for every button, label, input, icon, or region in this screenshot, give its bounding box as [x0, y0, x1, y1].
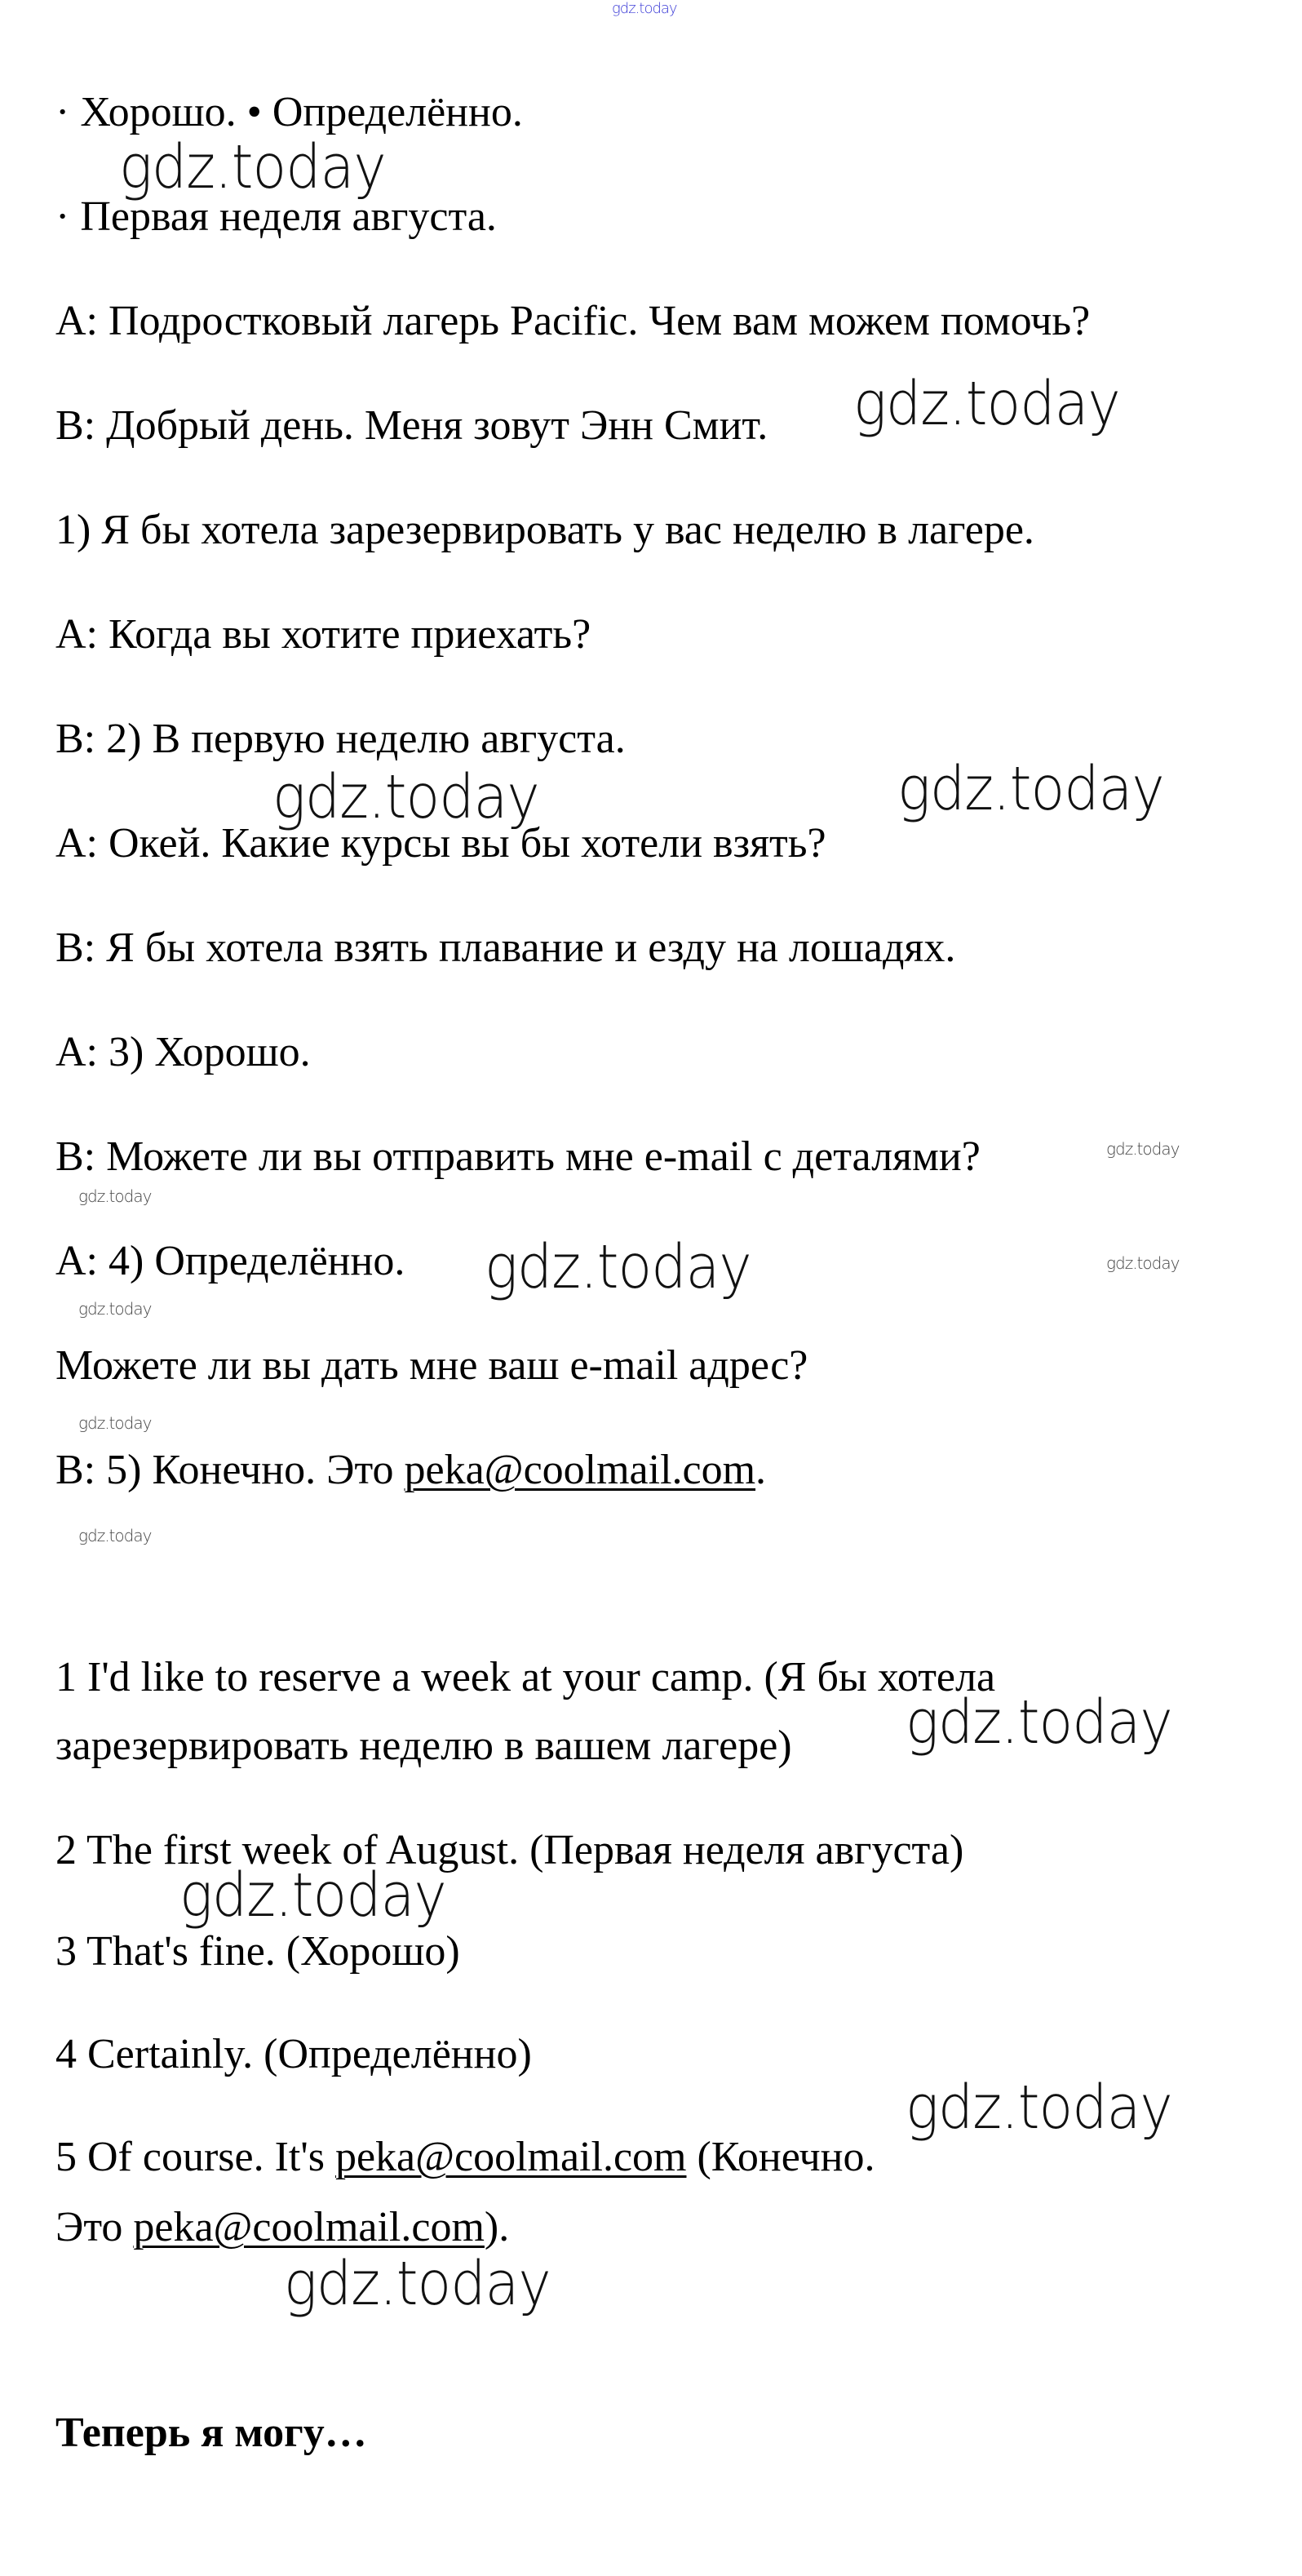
text-line: A: Окей. Какие курсы вы бы хотели взять?	[55, 820, 826, 867]
text: (Конечно.	[686, 2134, 875, 2180]
watermark: gdz.today	[897, 754, 1164, 824]
text-line: B: Можете ли вы отправить мне e-mail с деталями?	[55, 1133, 981, 1180]
watermark: gdz.today	[78, 1186, 152, 1206]
watermark: gdz.today	[78, 1299, 152, 1319]
answer-line	[55, 2206, 509, 2249]
watermark: gdz.today	[272, 762, 539, 832]
text-line: · Первая неделя августа.	[55, 193, 497, 240]
watermark: gdz.today	[1106, 1139, 1180, 1159]
answer-line: 3 That's fine. (Хорошо)	[55, 1928, 460, 1975]
watermark: gdz.today	[179, 1860, 446, 1931]
text-line: A: 4) Определённо.	[55, 1238, 405, 1284]
watermark: gdz.today	[119, 132, 386, 202]
text: ).	[484, 2204, 510, 2250]
watermark: gdz.today	[906, 2073, 1172, 2143]
text: 5 Of course. It's	[55, 2134, 335, 2180]
watermark: gdz.today	[78, 1526, 152, 1545]
text-line: · Хорошо. • Определённо.	[55, 89, 523, 135]
answer-line: 2 The first week of August. (Первая неделя августа)	[55, 1827, 964, 1873]
text: B: 5) Конечно. Это	[55, 1447, 405, 1493]
text-line: Можете ли вы дать мне ваш e-mail адрес?	[55, 1342, 808, 1389]
email-link[interactable]: peka@coolmail.com	[133, 2204, 485, 2250]
text-line: B: Я бы хотела взять плавание и езду на лошадях.	[55, 924, 956, 971]
watermark: gdz.today	[612, 0, 677, 17]
text-line	[55, 1449, 766, 1492]
text: .	[755, 1447, 767, 1493]
watermark: gdz.today	[1106, 1253, 1180, 1273]
text-line: A: Когда вы хотите приехать?	[55, 611, 591, 658]
text-line: A: Подростковый лагерь Pacific. Чем вам можем помочь?	[55, 298, 1091, 344]
text-line: 1) Я бы хотела зарезервировать у вас неделю в лагере.	[55, 507, 1034, 553]
watermark: gdz.today	[78, 1413, 152, 1433]
section-heading: Теперь я могу…	[55, 2410, 367, 2456]
watermark: gdz.today	[284, 2249, 551, 2319]
answer-line: 4 Certainly. (Определённо)	[55, 2031, 532, 2077]
answer-line: зарезервировать неделю в вашем лагере)	[55, 1723, 792, 1769]
text-line: B: Добрый день. Меня зовут Энн Смит.	[55, 402, 768, 449]
text-line: A: 3) Хорошо.	[55, 1029, 311, 1075]
email-link[interactable]: peka@coolmail.com	[334, 2134, 687, 2180]
watermark: gdz.today	[853, 369, 1120, 439]
watermark: gdz.today	[485, 1232, 751, 1302]
answer-line	[55, 2136, 875, 2179]
text: Это	[55, 2204, 134, 2250]
watermark: gdz.today	[906, 1687, 1172, 1758]
text-line: B: 2) В первую неделю августа.	[55, 716, 626, 762]
email-link[interactable]: peka@coolmail.com	[404, 1447, 756, 1493]
answer-line: 1 I'd like to reserve a week at your camp. (Я бы хотела	[55, 1654, 996, 1700]
